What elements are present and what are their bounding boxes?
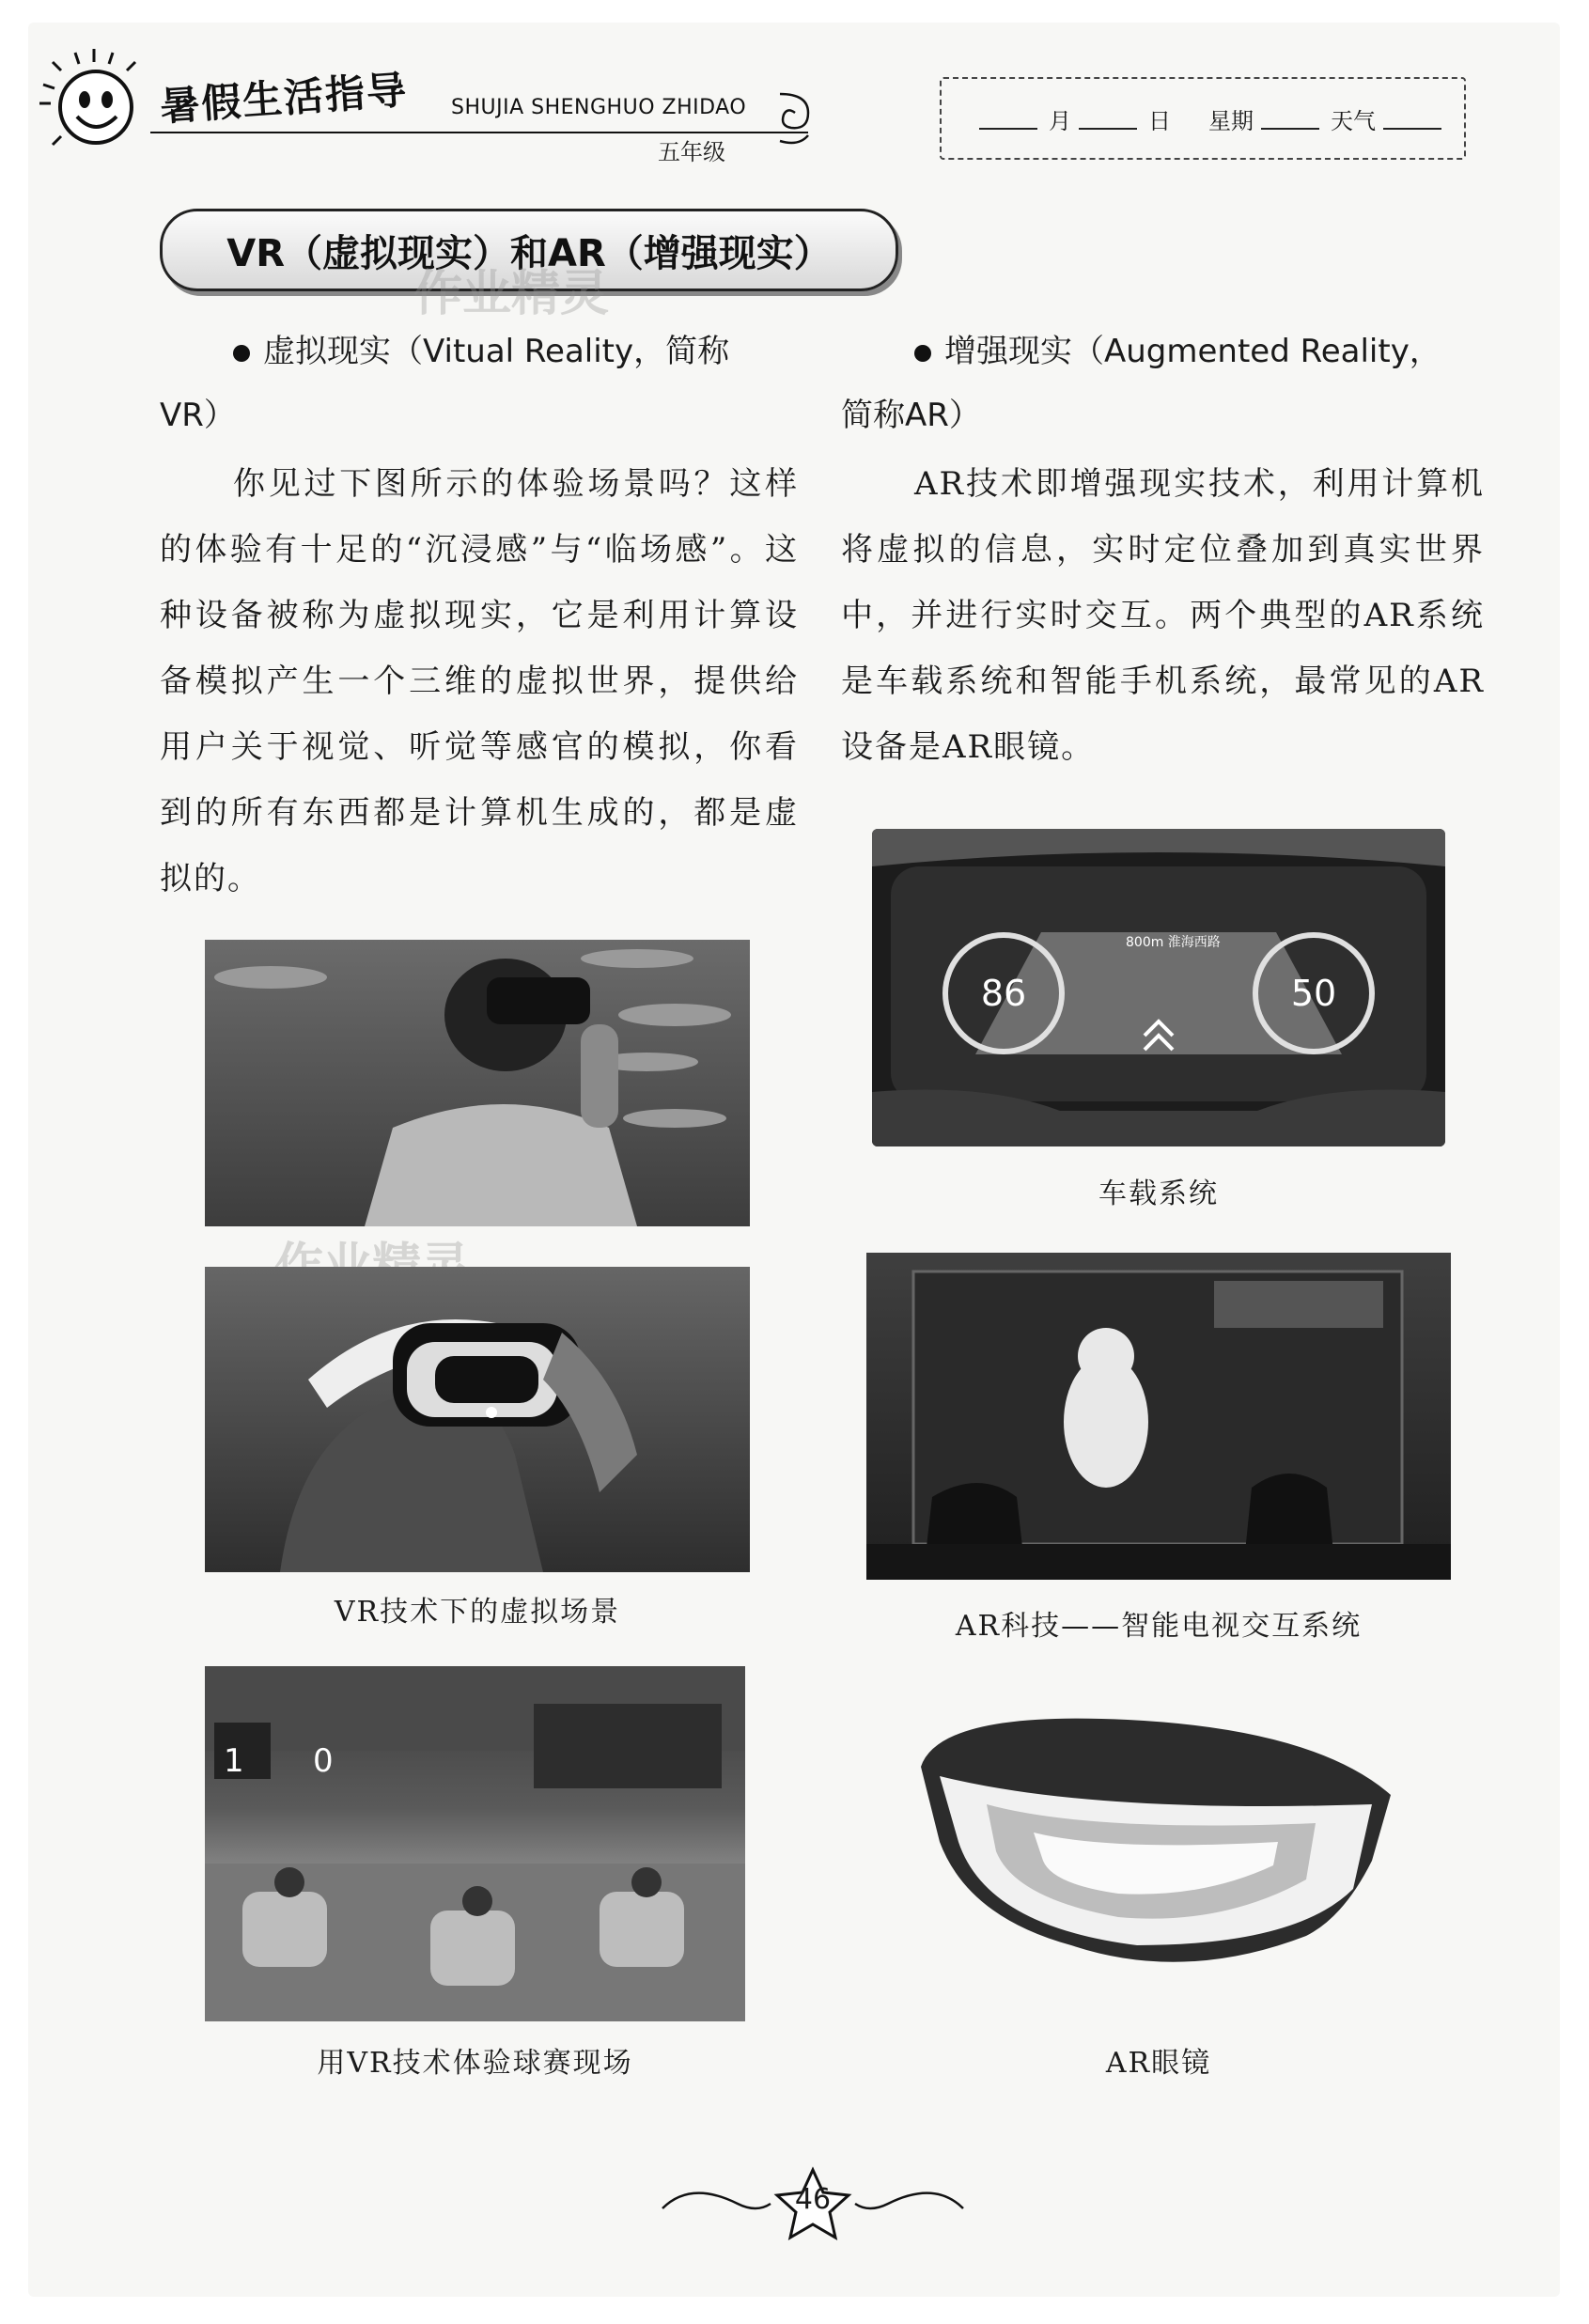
- weekday-label: 星期: [1208, 107, 1254, 134]
- ar-smart-tv-photo: [866, 1253, 1451, 1580]
- vr-heading-line2: VR）: [160, 397, 236, 434]
- weekday-blank[interactable]: [1261, 107, 1319, 130]
- vr-headset-photo: [205, 1267, 750, 1572]
- score-away: 0: [313, 1742, 334, 1780]
- caption-vr-stadium: 用VR技术体验球赛现场: [317, 2047, 633, 2080]
- date-weather-box: [940, 77, 1466, 160]
- vr-heading-line1: 虚拟现实（Vitual Reality，简称: [263, 333, 730, 370]
- bullet-icon: [233, 345, 250, 362]
- swirl-ornament-icon: [771, 85, 818, 150]
- month-blank[interactable]: [979, 107, 1037, 130]
- vr-paragraph: 你见过下图所示的体验场景吗？这样的体验有十足的“沉浸感”与“临场感”。这种设备被称为虚拟现实，它是利用计算设备模拟产生一个三维的虚拟世界，提供给用户关于视觉、听觉等感官的模拟，你看到的所有东西都是计算机生成的，都是虚拟的。: [160, 465, 799, 897]
- watermark-top: 作业精灵: [413, 266, 610, 322]
- caption-ar-glasses: AR眼镜: [1105, 2047, 1212, 2080]
- caption-smart-tv: AR科技——智能电视交互系统: [955, 1610, 1363, 1643]
- speed-gauge-value: 86: [980, 973, 1027, 1014]
- score-home: 1: [224, 1742, 244, 1780]
- page-number: 46: [794, 2183, 832, 2216]
- ar-car-dashboard-photo: [872, 829, 1445, 1146]
- ar-heading-line1: 增强现实（Augmented Reality，: [944, 333, 1441, 370]
- vr-stadium-photo: [205, 1666, 745, 2021]
- nav-instruction: 800m 淮海西路: [1126, 935, 1221, 950]
- smiley-sun-logo: [38, 47, 150, 160]
- weather-label: 天气: [1331, 107, 1376, 134]
- weather-blank[interactable]: [1383, 107, 1441, 130]
- ar-heading: [841, 320, 1485, 383]
- ar-glasses-photo: [902, 1701, 1410, 1992]
- month-label: 月: [1049, 107, 1071, 134]
- grade-label: 五年级: [658, 139, 725, 165]
- ar-heading-line2: 简称AR）: [841, 397, 981, 434]
- section-title: VR（虚拟现实）和AR（增强现实）: [226, 231, 832, 275]
- power-gauge-value: 50: [1290, 973, 1337, 1014]
- vr-heading: [160, 320, 799, 383]
- brand-pinyin: SHUJIA SHENGHUO ZHIDAO: [451, 96, 747, 119]
- ar-paragraph: AR技术即增强现实技术，利用计算机将虚拟的信息，实时定位叠加到真实世界中，并进行实时交互。两个典型的AR系统是车载系统和智能手机系统，最常见的AR设备是AR眼镜。: [841, 465, 1485, 766]
- right-column: [841, 320, 1485, 780]
- vr-dolphins-photo: [205, 940, 750, 1226]
- day-label: 日: [1148, 107, 1171, 134]
- caption-vr-scene: VR技术下的虚拟场景: [334, 1596, 621, 1629]
- page-number-ornament: [653, 2166, 973, 2241]
- day-blank[interactable]: [1079, 107, 1137, 130]
- left-column: [160, 320, 799, 912]
- bullet-icon: [914, 345, 931, 362]
- brand-title: 暑假生活指导: [158, 66, 410, 131]
- caption-car-system: 车载系统: [1098, 1178, 1219, 1210]
